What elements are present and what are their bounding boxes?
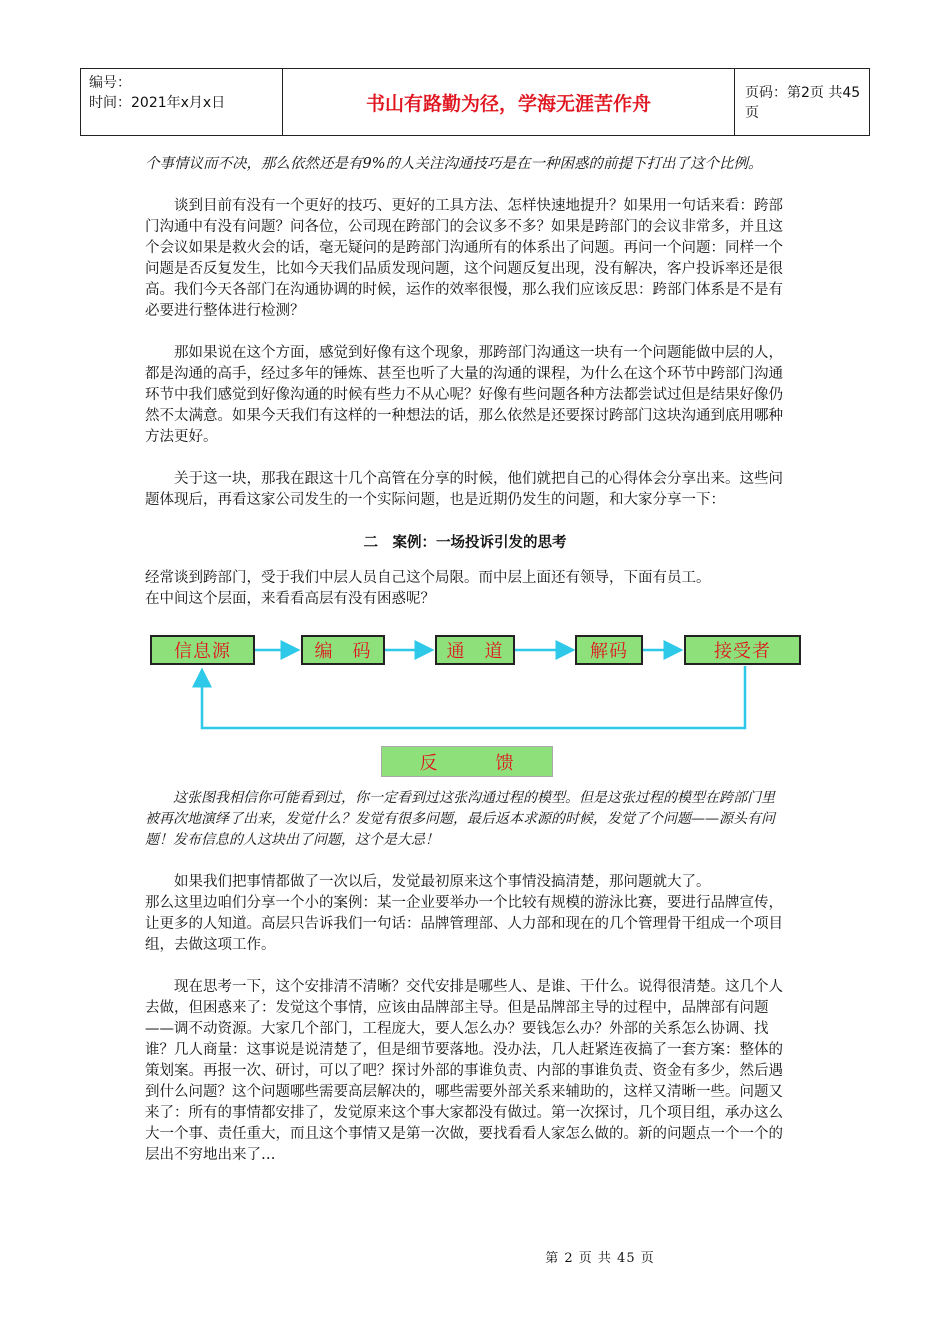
header-page-info: 页码：第2页 共45页 <box>745 85 861 121</box>
diagram-commentary: 这张图我相信你可能看到过，你一定看到过这张沟通过程的模型。但是这张过程的模型在跨部门里被再次地演绎了出来，发觉什么？发觉有很多问题，最后返本求源的时候，发觉了个问题——源头有问题！发布信息的人这块出了问题，这个是大忌！ <box>145 790 775 848</box>
header-meta <box>81 69 283 135</box>
box-feedback: 反 馈 <box>381 746 553 777</box>
box-source: 信息源 <box>150 635 255 665</box>
paragraph-7: 那么这里边咱们分享一个小的案例：某一企业要举办一个比较有规模的游泳比赛，要进行品牌宣传，让更多的人知道。高层只告诉我们一句话：品牌管理部、人力部和现在的几个管理骨干组成一个项目组，去做这项工作。 <box>145 895 783 953</box>
paragraph-1: 谈到目前有没有一个更好的技巧、更好的工具方法、怎样快速地提升？如果用一句话来看：跨部门沟通中有没有问题？问各位，公司现在跨部门的会议多不多？如果是跨部门的会议非常多，并且这个会议如果是救火会的话，毫无疑问的是跨部门沟通所有的体系出了问题。再问一个问题：同样一个问题是否反复发生，比如今天我们品质发现问题，这个问题反复出现，没有解决，客户投诉率还是很高。我们今天各部门在沟通协调的时候，运作的效率很慢，那么我们应该反思：跨部门体系是不是有必要进行整体进行检测？ <box>145 198 783 319</box>
document-body <box>145 154 785 1166</box>
paragraph-4: 经常谈到跨部门，受于我们中层人员自己这个局限。而中层上面还有领导，下面有员工。 <box>145 570 711 586</box>
box-decode: 解码 <box>575 635 643 665</box>
paragraph-0: 个事情议而不决，那么依然还是有9%的人关注沟通技巧是在一种困惑的前提下打出了这个比例。 <box>145 156 763 172</box>
number-label: 编号： <box>89 75 131 91</box>
header-motto: 书山有路勤为径，学海无涯苦作舟 <box>283 69 735 135</box>
box-encode: 编 码 <box>301 635 385 665</box>
feedback-loop <box>202 666 745 728</box>
section-title: 二 案例：一场投诉引发的思考 <box>363 535 567 551</box>
date-label: 时间：2021年x月x日 <box>89 95 226 111</box>
box-receiver: 接受者 <box>684 635 801 665</box>
communication-model-diagram <box>145 620 785 780</box>
page-footer: 第 2 页 共 45 页 <box>545 1251 655 1266</box>
paragraph-5: 在中间这个层面，来看看高层有没有困惑呢？ <box>145 591 435 607</box>
paragraph-6: 如果我们把事情都做了一次以后，发觉最初原来这个事情没搞清楚，那问题就大了。 <box>174 874 711 890</box>
box-channel: 通 道 <box>435 635 515 665</box>
paragraph-8: 现在思考一下，这个安排清不清晰？交代安排是哪些人、是谁、干什么。说得很清楚。这几个人去做，但困惑来了：发觉这个事情，应该由品牌部主导。但是品牌部主导的过程中，品牌部有问题——调不动资源。大家几个部门，工程庞大，要人怎么办？要钱怎么办？外部的关系怎么协调、找谁？几人商量：这事说是说清楚了，但是细节要落地。没办法，几人赶紧连夜搞了一套方案：整体的策划案。再报一次、研讨，可以了吧？探讨外部的事谁负责、内部的事谁负责、资金有多少，然后遇到什么问题？这个问题哪些需要高层解决的，哪些需要外部关系来辅助的，这样又清晰一些。问题又来了：所有的事情都安排了，发觉原来这个事大家都没有做过。第一次探讨，几个项目组，承办这么大一个事、责任重大，而且这个事情又是第一次做，要找看看人家怎么做的。新的问题点一个一个的层出不穷地出来了… <box>145 979 783 1163</box>
paragraph-3: 关于这一块，那我在跟这十几个高管在分享的时候，他们就把自己的心得体会分享出来。这些问题体现后，再看这家公司发生的一个实际问题，也是近期仍发生的问题，和大家分享一下： <box>145 471 783 508</box>
header-table <box>80 68 870 136</box>
paragraph-2: 那如果说在这个方面，感觉到好像有这个现象，那跨部门沟通这一块有一个问题能做中层的人，都是沟通的高手，经过多年的锤炼、甚至也听了大量的沟通的课程，为什么在这个环节中跨部门沟通环节中我们感觉到好像沟通的时候有些力不从心呢？好像有些问题各种方法都尝试过但是结果好像仍然不太满意。如果今天我们有这样的一种想法的话，那么依然是还要探讨跨部门这块沟通到底用哪种方法更好。 <box>145 345 783 445</box>
